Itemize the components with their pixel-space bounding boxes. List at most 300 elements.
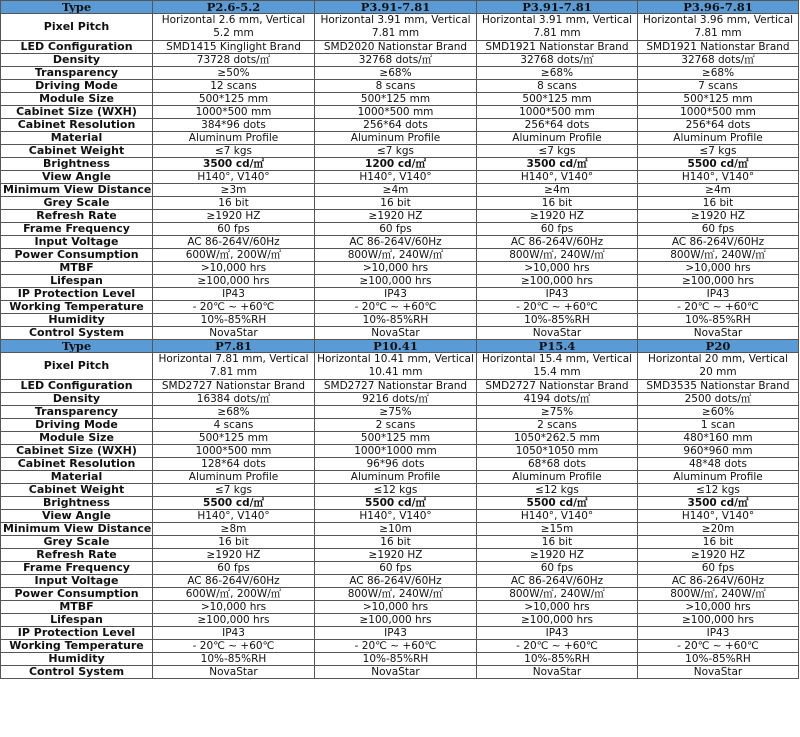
spec-value-cell: IP43 <box>638 627 799 640</box>
spec-value-cell: ≥100,000 hrs <box>477 614 638 627</box>
spec-row-humidity <box>1 314 799 327</box>
spec-value-cell: AC 86-264V/60Hz <box>477 575 638 588</box>
spec-value-cell: 16 bit <box>477 536 638 549</box>
spec-value-cell: ≥100,000 hrs <box>638 275 799 288</box>
spec-value-cell: 600W/㎡, 200W/㎡ <box>153 588 315 601</box>
spec-label-cell: Grey Scale <box>1 536 153 549</box>
spec-value-cell: ≤7 kgs <box>638 145 799 158</box>
spec-value-cell: AC 86-264V/60Hz <box>638 236 799 249</box>
spec-value-cell: ≥8m <box>153 523 315 536</box>
spec-label-cell: Driving Mode <box>1 419 153 432</box>
spec-row-min-view-distance <box>1 184 799 197</box>
spec-value-cell: 500*125 mm <box>315 93 477 106</box>
spec-value-cell: ≤7 kgs <box>315 145 477 158</box>
spec-value-cell: 10%-85%RH <box>153 314 315 327</box>
spec-label-cell: Material <box>1 471 153 484</box>
spec-label-cell: IP Protection Level <box>1 288 153 301</box>
spec-label-cell: Grey Scale <box>1 197 153 210</box>
spec-row-power-consumption <box>1 588 799 601</box>
spec-value-cell: - 20℃ ~ +60℃ <box>315 301 477 314</box>
spec-value-cell: >10,000 hrs <box>153 262 315 275</box>
spec-value-cell: ≥10m <box>315 523 477 536</box>
spec-value-cell: SMD2727 Nationstar Brand <box>153 380 315 393</box>
spec-value-cell: H140°, V140° <box>638 171 799 184</box>
spec-row-frame-frequency <box>1 223 799 236</box>
spec-row-material <box>1 132 799 145</box>
spec-value-cell: ≥50% <box>153 67 315 80</box>
type-header-cell: Type <box>1 1 153 14</box>
spec-label-cell: Working Temperature <box>1 301 153 314</box>
spec-value-cell: ≤7 kgs <box>153 145 315 158</box>
spec-value-cell: 5500 cd/㎡ <box>638 158 799 171</box>
spec-value-cell: NovaStar <box>315 666 477 679</box>
spec-value-cell: ≥68% <box>638 67 799 80</box>
spec-value-cell: 48*48 dots <box>638 458 799 471</box>
spec-value-cell: 3500 cd/㎡ <box>477 158 638 171</box>
spec-value-cell: 60 fps <box>477 562 638 575</box>
spec-row-control-system <box>1 327 799 340</box>
spec-value-cell: 10%-85%RH <box>153 653 315 666</box>
spec-value-cell: Aluminum Profile <box>477 132 638 145</box>
spec-row-working-temperature <box>1 640 799 653</box>
spec-value-cell: ≤7 kgs <box>477 145 638 158</box>
spec-row-pixel-pitch <box>1 353 799 380</box>
spec-value-cell: 73728 dots/㎡ <box>153 54 315 67</box>
spec-row-frame-frequency <box>1 562 799 575</box>
section-header-row <box>1 340 799 353</box>
spec-value-cell: 4194 dots/㎡ <box>477 393 638 406</box>
spec-value-cell: 1000*1000 mm <box>315 445 477 458</box>
spec-value-cell: ≥68% <box>477 67 638 80</box>
spec-label-cell: Brightness <box>1 158 153 171</box>
spec-value-cell: SMD2020 Nationstar Brand <box>315 41 477 54</box>
spec-value-cell: 10%-85%RH <box>477 653 638 666</box>
model-header-cell: P7.81 <box>153 340 315 353</box>
spec-label-cell: Cabinet Weight <box>1 484 153 497</box>
spec-value-cell: 256*64 dots <box>477 119 638 132</box>
spec-value-cell: ≥4m <box>638 184 799 197</box>
spec-value-cell: ≤7 kgs <box>153 484 315 497</box>
spec-label-cell: Cabinet Resolution <box>1 458 153 471</box>
spec-value-cell: Aluminum Profile <box>153 471 315 484</box>
spec-value-cell: SMD2727 Nationstar Brand <box>315 380 477 393</box>
spec-row-module-size <box>1 93 799 106</box>
spec-table-body <box>1 1 799 679</box>
spec-value-cell: ≥1920 HZ <box>153 210 315 223</box>
spec-value-cell: 800W/㎡, 240W/㎡ <box>315 249 477 262</box>
spec-value-cell: 3500 cd/㎡ <box>153 158 315 171</box>
spec-value-cell: 10%-85%RH <box>477 314 638 327</box>
spec-label-cell: LED Configuration <box>1 380 153 393</box>
spec-value-cell: 16 bit <box>153 536 315 549</box>
spec-label-cell: Minimum View Distance <box>1 523 153 536</box>
spec-value-cell: >10,000 hrs <box>477 601 638 614</box>
spec-row-cabinet-resolution <box>1 119 799 132</box>
spec-value-cell: 500*125 mm <box>153 93 315 106</box>
spec-value-cell: ≥68% <box>315 67 477 80</box>
spec-value-cell: - 20℃ ~ +60℃ <box>315 640 477 653</box>
spec-value-cell: H140°, V140° <box>638 510 799 523</box>
spec-row-density <box>1 393 799 406</box>
spec-value-cell: >10,000 hrs <box>315 601 477 614</box>
spec-value-cell: IP43 <box>315 288 477 301</box>
spec-value-cell: AC 86-264V/60Hz <box>315 575 477 588</box>
spec-row-grey-scale <box>1 197 799 210</box>
spec-value-cell: 8 scans <box>315 80 477 93</box>
spec-value-cell: 60 fps <box>153 223 315 236</box>
spec-value-cell: H140°, V140° <box>315 510 477 523</box>
spec-value-cell: ≥4m <box>477 184 638 197</box>
spec-value-cell: ≥75% <box>477 406 638 419</box>
spec-value-cell: - 20℃ ~ +60℃ <box>638 301 799 314</box>
spec-value-cell: 1200 cd/㎡ <box>315 158 477 171</box>
spec-value-cell: SMD2727 Nationstar Brand <box>477 380 638 393</box>
spec-value-cell: Horizontal 3.91 mm, Vertical 7.81 mm <box>477 14 638 41</box>
spec-label-cell: Power Consumption <box>1 588 153 601</box>
spec-value-cell: 800W/㎡, 240W/㎡ <box>638 588 799 601</box>
spec-value-cell: Horizontal 3.91 mm, Vertical 7.81 mm <box>315 14 477 41</box>
spec-label-cell: View Angle <box>1 510 153 523</box>
spec-value-cell: 16384 dots/㎡ <box>153 393 315 406</box>
spec-label-cell: Power Consumption <box>1 249 153 262</box>
spec-value-cell: 10%-85%RH <box>315 653 477 666</box>
spec-value-cell: IP43 <box>477 627 638 640</box>
spec-value-cell: 1050*262.5 mm <box>477 432 638 445</box>
spec-value-cell: ≥1920 HZ <box>477 210 638 223</box>
spec-value-cell: AC 86-264V/60Hz <box>153 575 315 588</box>
spec-row-lifespan <box>1 614 799 627</box>
spec-value-cell: 5500 cd/㎡ <box>315 497 477 510</box>
spec-label-cell: Frame Frequency <box>1 223 153 236</box>
spec-label-cell: Humidity <box>1 314 153 327</box>
spec-row-humidity <box>1 653 799 666</box>
spec-value-cell: ≥1920 HZ <box>315 549 477 562</box>
spec-row-cabinet-weight <box>1 484 799 497</box>
spec-value-cell: 32768 dots/㎡ <box>315 54 477 67</box>
spec-label-cell: View Angle <box>1 171 153 184</box>
spec-label-cell: Cabinet Resolution <box>1 119 153 132</box>
spec-value-cell: SMD1921 Nationstar Brand <box>477 41 638 54</box>
spec-value-cell: ≥15m <box>477 523 638 536</box>
spec-value-cell: ≥100,000 hrs <box>315 614 477 627</box>
spec-value-cell: - 20℃ ~ +60℃ <box>153 301 315 314</box>
spec-value-cell: H140°, V140° <box>477 171 638 184</box>
spec-value-cell: Horizontal 10.41 mm, Vertical 10.41 mm <box>315 353 477 380</box>
spec-label-cell: Minimum View Distance <box>1 184 153 197</box>
spec-row-mtbf <box>1 262 799 275</box>
spec-label-cell: Cabinet Size (WXH) <box>1 445 153 458</box>
spec-value-cell: >10,000 hrs <box>477 262 638 275</box>
spec-value-cell: AC 86-264V/60Hz <box>477 236 638 249</box>
spec-value-cell: Horizontal 15.4 mm, Vertical 15.4 mm <box>477 353 638 380</box>
spec-value-cell: H140°, V140° <box>315 171 477 184</box>
spec-value-cell: 32768 dots/㎡ <box>638 54 799 67</box>
spec-label-cell: Refresh Rate <box>1 549 153 562</box>
spec-label-cell: Lifespan <box>1 614 153 627</box>
spec-value-cell: - 20℃ ~ +60℃ <box>153 640 315 653</box>
spec-row-refresh-rate <box>1 210 799 223</box>
spec-row-control-system <box>1 666 799 679</box>
spec-value-cell: ≥100,000 hrs <box>638 614 799 627</box>
spec-value-cell: 7 scans <box>638 80 799 93</box>
spec-value-cell: 2 scans <box>477 419 638 432</box>
spec-value-cell: IP43 <box>638 288 799 301</box>
spec-value-cell: 12 scans <box>153 80 315 93</box>
spec-value-cell: ≥4m <box>315 184 477 197</box>
spec-row-driving-mode <box>1 80 799 93</box>
spec-value-cell: SMD3535 Nationstar Brand <box>638 380 799 393</box>
spec-value-cell: 16 bit <box>315 536 477 549</box>
spec-row-led-configuration <box>1 380 799 393</box>
spec-row-input-voltage <box>1 236 799 249</box>
spec-value-cell: 800W/㎡, 240W/㎡ <box>477 249 638 262</box>
spec-value-cell: 500*125 mm <box>153 432 315 445</box>
spec-label-cell: Control System <box>1 327 153 340</box>
spec-value-cell: >10,000 hrs <box>638 262 799 275</box>
spec-value-cell: H140°, V140° <box>153 510 315 523</box>
spec-value-cell: IP43 <box>153 627 315 640</box>
spec-value-cell: 32768 dots/㎡ <box>477 54 638 67</box>
spec-value-cell: 800W/㎡, 240W/㎡ <box>315 588 477 601</box>
spec-value-cell: Aluminum Profile <box>638 471 799 484</box>
spec-row-ip-protection <box>1 288 799 301</box>
spec-value-cell: 500*125 mm <box>477 93 638 106</box>
spec-label-cell: Transparency <box>1 67 153 80</box>
spec-value-cell: ≤12 kgs <box>477 484 638 497</box>
spec-row-density <box>1 54 799 67</box>
model-header-cell: P10.41 <box>315 340 477 353</box>
spec-value-cell: 500*125 mm <box>315 432 477 445</box>
spec-label-cell: Input Voltage <box>1 575 153 588</box>
spec-value-cell: 60 fps <box>638 223 799 236</box>
spec-value-cell: NovaStar <box>638 666 799 679</box>
spec-value-cell: IP43 <box>153 288 315 301</box>
spec-row-input-voltage <box>1 575 799 588</box>
spec-row-view-angle <box>1 171 799 184</box>
spec-value-cell: ≥100,000 hrs <box>153 275 315 288</box>
model-header-cell: P3.96-7.81 <box>638 1 799 14</box>
spec-label-cell: Driving Mode <box>1 80 153 93</box>
section-header-row <box>1 1 799 14</box>
spec-label-cell: Pixel Pitch <box>1 353 153 380</box>
spec-label-cell: Module Size <box>1 93 153 106</box>
spec-row-brightness <box>1 158 799 171</box>
spec-label-cell: Cabinet Weight <box>1 145 153 158</box>
spec-row-working-temperature <box>1 301 799 314</box>
model-header-cell: P3.91-7.81 <box>315 1 477 14</box>
spec-value-cell: ≤12 kgs <box>315 484 477 497</box>
spec-value-cell: Aluminum Profile <box>153 132 315 145</box>
spec-value-cell: 16 bit <box>638 536 799 549</box>
spec-row-cabinet-resolution <box>1 458 799 471</box>
spec-value-cell: 256*64 dots <box>315 119 477 132</box>
spec-value-cell: SMD1415 Kinglight Brand <box>153 41 315 54</box>
spec-value-cell: 16 bit <box>477 197 638 210</box>
spec-value-cell: 2 scans <box>315 419 477 432</box>
spec-label-cell: LED Configuration <box>1 41 153 54</box>
spec-value-cell: 60 fps <box>315 562 477 575</box>
spec-value-cell: 128*64 dots <box>153 458 315 471</box>
spec-value-cell: IP43 <box>477 288 638 301</box>
type-header-cell: Type <box>1 340 153 353</box>
spec-row-mtbf <box>1 601 799 614</box>
spec-label-cell: MTBF <box>1 601 153 614</box>
model-header-cell: P2.6-5.2 <box>153 1 315 14</box>
spec-label-cell: Frame Frequency <box>1 562 153 575</box>
spec-value-cell: NovaStar <box>638 327 799 340</box>
spec-value-cell: 96*96 dots <box>315 458 477 471</box>
spec-row-pixel-pitch <box>1 14 799 41</box>
spec-value-cell: 10%-85%RH <box>315 314 477 327</box>
spec-value-cell: ≥100,000 hrs <box>477 275 638 288</box>
spec-value-cell: ≥1920 HZ <box>638 549 799 562</box>
spec-value-cell: ≥100,000 hrs <box>315 275 477 288</box>
spec-value-cell: 4 scans <box>153 419 315 432</box>
spec-label-cell: Material <box>1 132 153 145</box>
spec-row-cabinet-size <box>1 445 799 458</box>
spec-value-cell: AC 86-264V/60Hz <box>153 236 315 249</box>
spec-value-cell: 16 bit <box>153 197 315 210</box>
spec-value-cell: NovaStar <box>477 666 638 679</box>
spec-value-cell: Horizontal 3.96 mm, Vertical 7.81 mm <box>638 14 799 41</box>
spec-value-cell: 3500 cd/㎡ <box>638 497 799 510</box>
spec-label-cell: Transparency <box>1 406 153 419</box>
spec-value-cell: 60 fps <box>153 562 315 575</box>
model-header-cell: P3.91-7.81 <box>477 1 638 14</box>
spec-value-cell: 16 bit <box>315 197 477 210</box>
spec-value-cell: Horizontal 2.6 mm, Vertical 5.2 mm <box>153 14 315 41</box>
spec-value-cell: 68*68 dots <box>477 458 638 471</box>
spec-label-cell: Input Voltage <box>1 236 153 249</box>
spec-value-cell: - 20℃ ~ +60℃ <box>477 301 638 314</box>
spec-label-cell: Working Temperature <box>1 640 153 653</box>
spec-label-cell: MTBF <box>1 262 153 275</box>
spec-row-transparency <box>1 406 799 419</box>
spec-row-brightness <box>1 497 799 510</box>
spec-value-cell: NovaStar <box>153 666 315 679</box>
spec-value-cell: SMD1921 Nationstar Brand <box>638 41 799 54</box>
spec-value-cell: Horizontal 20 mm, Vertical 20 mm <box>638 353 799 380</box>
spec-row-ip-protection <box>1 627 799 640</box>
spec-value-cell: Aluminum Profile <box>638 132 799 145</box>
spec-label-cell: Control System <box>1 666 153 679</box>
spec-row-cabinet-weight <box>1 145 799 158</box>
spec-value-cell: 1000*500 mm <box>477 106 638 119</box>
spec-value-cell: 800W/㎡, 240W/㎡ <box>477 588 638 601</box>
spec-value-cell: 1000*500 mm <box>638 106 799 119</box>
spec-value-cell: Aluminum Profile <box>315 471 477 484</box>
spec-value-cell: ≥100,000 hrs <box>153 614 315 627</box>
spec-value-cell: >10,000 hrs <box>638 601 799 614</box>
spec-value-cell: ≥20m <box>638 523 799 536</box>
spec-label-cell: Brightness <box>1 497 153 510</box>
spec-value-cell: 5500 cd/㎡ <box>477 497 638 510</box>
spec-value-cell: AC 86-264V/60Hz <box>315 236 477 249</box>
spec-value-cell: 2500 dots/㎡ <box>638 393 799 406</box>
spec-value-cell: Horizontal 7.81 mm, Vertical 7.81 mm <box>153 353 315 380</box>
spec-value-cell: 1000*500 mm <box>153 445 315 458</box>
spec-value-cell: 16 bit <box>638 197 799 210</box>
spec-value-cell: ≥1920 HZ <box>477 549 638 562</box>
spec-value-cell: 600W/㎡, 200W/㎡ <box>153 249 315 262</box>
spec-label-cell: Humidity <box>1 653 153 666</box>
spec-value-cell: 9216 dots/㎡ <box>315 393 477 406</box>
spec-value-cell: NovaStar <box>477 327 638 340</box>
spec-value-cell: ≤12 kgs <box>638 484 799 497</box>
spec-row-led-configuration <box>1 41 799 54</box>
spec-value-cell: - 20℃ ~ +60℃ <box>638 640 799 653</box>
spec-value-cell: 1 scan <box>638 419 799 432</box>
spec-value-cell: Aluminum Profile <box>315 132 477 145</box>
spec-label-cell: Lifespan <box>1 275 153 288</box>
spec-value-cell: 960*960 mm <box>638 445 799 458</box>
spec-label-cell: Density <box>1 393 153 406</box>
spec-label-cell: Pixel Pitch <box>1 14 153 41</box>
spec-label-cell: Module Size <box>1 432 153 445</box>
spec-row-view-angle <box>1 510 799 523</box>
spec-value-cell: NovaStar <box>153 327 315 340</box>
spec-value-cell: ≥3m <box>153 184 315 197</box>
spec-value-cell: >10,000 hrs <box>153 601 315 614</box>
spec-value-cell: NovaStar <box>315 327 477 340</box>
spec-value-cell: Aluminum Profile <box>477 471 638 484</box>
spec-value-cell: ≥75% <box>315 406 477 419</box>
spec-value-cell: 10%-85%RH <box>638 653 799 666</box>
spec-value-cell: 500*125 mm <box>638 93 799 106</box>
spec-value-cell: H140°, V140° <box>153 171 315 184</box>
spec-value-cell: 1000*500 mm <box>153 106 315 119</box>
spec-value-cell: H140°, V140° <box>477 510 638 523</box>
model-header-cell: P15.4 <box>477 340 638 353</box>
spec-value-cell: 8 scans <box>477 80 638 93</box>
spec-value-cell: 5500 cd/㎡ <box>153 497 315 510</box>
spec-row-cabinet-size <box>1 106 799 119</box>
spec-row-refresh-rate <box>1 549 799 562</box>
spec-value-cell: ≥1920 HZ <box>638 210 799 223</box>
spec-row-module-size <box>1 432 799 445</box>
spec-row-power-consumption <box>1 249 799 262</box>
spec-row-driving-mode <box>1 419 799 432</box>
spec-value-cell: 800W/㎡, 240W/㎡ <box>638 249 799 262</box>
spec-value-cell: ≥1920 HZ <box>315 210 477 223</box>
spec-value-cell: 1050*1050 mm <box>477 445 638 458</box>
spec-value-cell: 60 fps <box>638 562 799 575</box>
spec-value-cell: 60 fps <box>315 223 477 236</box>
spec-value-cell: 60 fps <box>477 223 638 236</box>
spec-value-cell: 384*96 dots <box>153 119 315 132</box>
spec-value-cell: 480*160 mm <box>638 432 799 445</box>
spec-value-cell: ≥60% <box>638 406 799 419</box>
spec-row-grey-scale <box>1 536 799 549</box>
spec-row-transparency <box>1 67 799 80</box>
spec-label-cell: IP Protection Level <box>1 627 153 640</box>
spec-value-cell: >10,000 hrs <box>315 262 477 275</box>
spec-value-cell: - 20℃ ~ +60℃ <box>477 640 638 653</box>
spec-row-lifespan <box>1 275 799 288</box>
spec-value-cell: IP43 <box>315 627 477 640</box>
model-header-cell: P20 <box>638 340 799 353</box>
spec-row-min-view-distance <box>1 523 799 536</box>
spec-value-cell: AC 86-264V/60Hz <box>638 575 799 588</box>
spec-value-cell: 10%-85%RH <box>638 314 799 327</box>
spec-row-material <box>1 471 799 484</box>
spec-label-cell: Refresh Rate <box>1 210 153 223</box>
spec-value-cell: ≥68% <box>153 406 315 419</box>
spec-value-cell: 1000*500 mm <box>315 106 477 119</box>
spec-value-cell: 256*64 dots <box>638 119 799 132</box>
spec-value-cell: ≥1920 HZ <box>153 549 315 562</box>
spec-label-cell: Density <box>1 54 153 67</box>
